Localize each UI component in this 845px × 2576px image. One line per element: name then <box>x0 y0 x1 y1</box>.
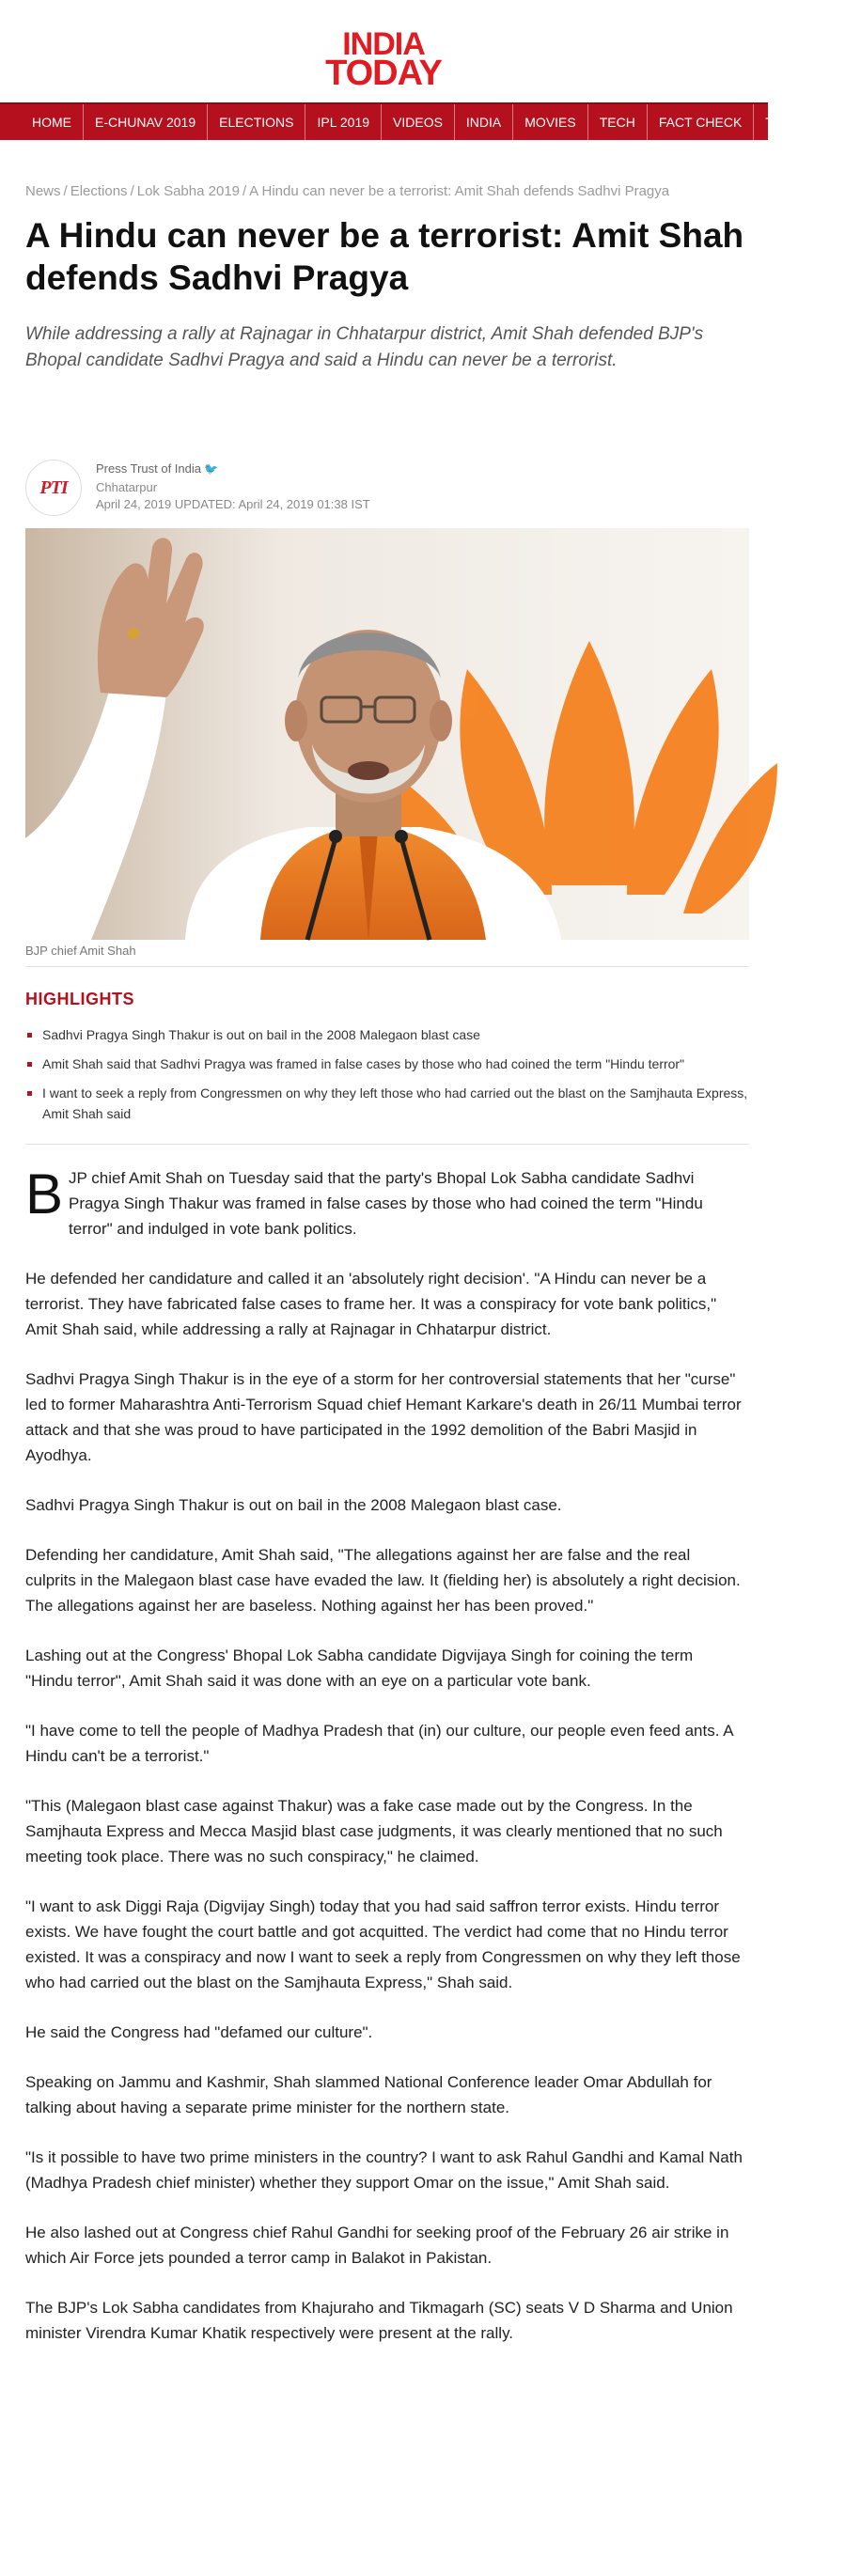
article-paragraph: BJP chief Amit Shah on Tuesday said that the party's Bhopal Lok Sabha candidate Sadhvi Pragya Singh Thakur was framed in false cases by those who had coined the term "Hindu terror" and indulged in vote bank politics. <box>25 1163 703 1238</box>
author-name[interactable]: Press Trust of India <box>96 461 201 476</box>
india-today-logo[interactable] <box>313 26 454 93</box>
breadcrumb-current: A Hindu can never be a terrorist: Amit Shah defends Sadhvi Pragya <box>249 183 670 199</box>
highlights-heading: HIGHLIGHTS <box>25 990 134 1008</box>
article-paragraph: "I have come to tell the people of Madhya Pradesh that (in) our culture, our people even feed ants. A Hindu can't be a terrorist." <box>25 1722 733 1765</box>
article-paragraph: Sadhvi Pragya Singh Thakur is out on bail in the 2008 Malegaon blast case. <box>25 1496 562 1514</box>
nav-item-e-chunav[interactable]: E-CHUNAV 2019 <box>84 104 208 140</box>
nav-item-movies[interactable]: MOVIES <box>513 104 587 140</box>
breadcrumb-separator: / <box>63 183 68 199</box>
breadcrumb-news[interactable]: News <box>25 183 61 199</box>
site-header <box>0 0 768 102</box>
nav-item-ipl[interactable]: IPL 2019 <box>305 104 382 140</box>
logo-line-1: INDIA <box>342 26 425 62</box>
nav-item-fact-check[interactable]: FACT CHECK <box>648 104 754 140</box>
article-paragraph: "Is it possible to have two prime ministers in the country? I want to ask Rahul Gandhi and Kamal Nath (Madhya Pradesh chief minister) whether they support Omar on the issue," Amit Shah said. <box>25 2148 743 2192</box>
article-paragraph: He also lashed out at Congress chief Rahul Gandhi for seeking proof of the February 26 air strike in which Air Force jets pounded a terror camp in Balakot in Pakistan. <box>25 2224 729 2267</box>
highlights-list <box>25 1024 749 1132</box>
article-paragraph: He said the Congress had "defamed our culture". <box>25 2023 373 2041</box>
article-title: A Hindu can never be a terrorist: Amit Shah defends Sadhvi Pragya <box>25 216 744 297</box>
breadcrumb-elections[interactable]: Elections <box>70 183 128 199</box>
logo-line-2: TODAY <box>325 54 442 93</box>
highlight-item: Amit Shah said that Sadhvi Pragya was framed in false cases by those who had coined the term "Hindu terror" <box>25 1054 749 1074</box>
nav-item-trending[interactable]: TRENDING <box>765 115 835 130</box>
pti-logo-text: PTI <box>39 476 68 498</box>
article-subtitle: While addressing a rally at Rajnagar in Chhatarpur district, Amit Shah defended BJP's Bhopal candidate Sadhvi Pragya and said a Hindu can never be a terrorist. <box>25 324 704 370</box>
publish-dates: April 24, 2019 UPDATED: April 24, 2019 01:38 IST <box>96 497 370 511</box>
byline <box>25 456 749 522</box>
main-nav <box>0 102 835 140</box>
breadcrumb <box>25 183 749 199</box>
hero-image <box>25 528 749 940</box>
divider <box>25 966 749 967</box>
article-body <box>25 1165 743 2370</box>
pti-logo <box>25 460 82 516</box>
nav-item-tech[interactable]: TECH <box>588 104 648 140</box>
nav-item-home[interactable]: HOME <box>0 104 84 140</box>
nav-item-india[interactable]: INDIA <box>455 104 513 140</box>
article-paragraph: "I want to ask Diggi Raja (Digvijay Singh) today that you had said saffron terror exists. Hindu terror exists. We have fought the court battle and got acquitted. The verdict had come that no Hindu terror existed. It was a conspiracy and now I want to seek a reply from Congressmen on why they left those who had carried out the blast on the Samjhauta Express," Shah said. <box>25 1897 741 1991</box>
article-paragraph: Defending her candidature, Amit Shah said, "The allegations against her are false and the real culprits in the Malegaon blast case have evaded the law. It (fielding her) is absolutely a right decision. The allegations against her are baseless. Nothing against her has been proved." <box>25 1546 741 1615</box>
highlight-item: Sadhvi Pragya Singh Thakur is out on bail in the 2008 Malegaon blast case <box>25 1024 749 1045</box>
nav-item-videos[interactable]: VIDEOS <box>382 104 455 140</box>
divider <box>25 1144 749 1145</box>
hero-photo-illustration <box>25 528 749 940</box>
article-paragraph: "This (Malegaon blast case against Thakur) was a fake case made out by the Congress. In the Samjhauta Express and Mecca Masjid blast case judgments, it was clearly mentioned that no such meeting took place. There was no such conspiracy," he claimed. <box>25 1797 723 1866</box>
article-paragraph: Lashing out at the Congress' Bhopal Lok Sabha candidate Digvijaya Singh for coining the term "Hindu terror", Amit Shah said it was done with an eye on a particular vote bank. <box>25 1647 694 1690</box>
image-caption: BJP chief Amit Shah <box>25 944 136 958</box>
highlight-item: I want to seek a reply from Congressmen on why they left those who had carried out the blast on the Samjhauta Express, Amit Shah said <box>25 1083 749 1124</box>
article-paragraph: Speaking on Jammu and Kashmir, Shah slammed National Conference leader Omar Abdullah for talking about having a separate prime minister for the northern state. <box>25 2073 712 2116</box>
twitter-bird-icon[interactable]: 🐦 <box>204 462 218 476</box>
article-paragraph: Sadhvi Pragya Singh Thakur is in the eye of a storm for her controversial statements that her "curse" led to former Maharashtra Anti-Terrorism Squad chief Hemant Karkare's death in 26/11 Mumbai terror attack and that she was proud to have participated in the 1992 demolition of the Babri Masjid in Ayodhya. <box>25 1370 742 1464</box>
nav-item-elections[interactable]: ELECTIONS <box>208 104 305 140</box>
breadcrumb-separator: / <box>130 183 134 199</box>
author-line <box>96 461 218 476</box>
breadcrumb-separator: / <box>243 183 247 199</box>
article-paragraph: He defended her candidature and called it an 'absolutely right decision'. "A Hindu can never be a terrorist. They have fabricated false cases to frame her. It was a conspiracy for vote bank politics," Amit Shah said, while addressing a rally at Rajnagar in Chhatarpur district. <box>25 1270 717 1338</box>
article-paragraph: The BJP's Lok Sabha candidates from Khajuraho and Tikmagarh (SC) seats V D Sharma and Union minister Virendra Kumar Khatik respectively were present at the rally. <box>25 2299 733 2342</box>
breadcrumb-lok-sabha[interactable]: Lok Sabha 2019 <box>136 183 240 199</box>
dateline-place: Chhatarpur <box>96 480 158 494</box>
